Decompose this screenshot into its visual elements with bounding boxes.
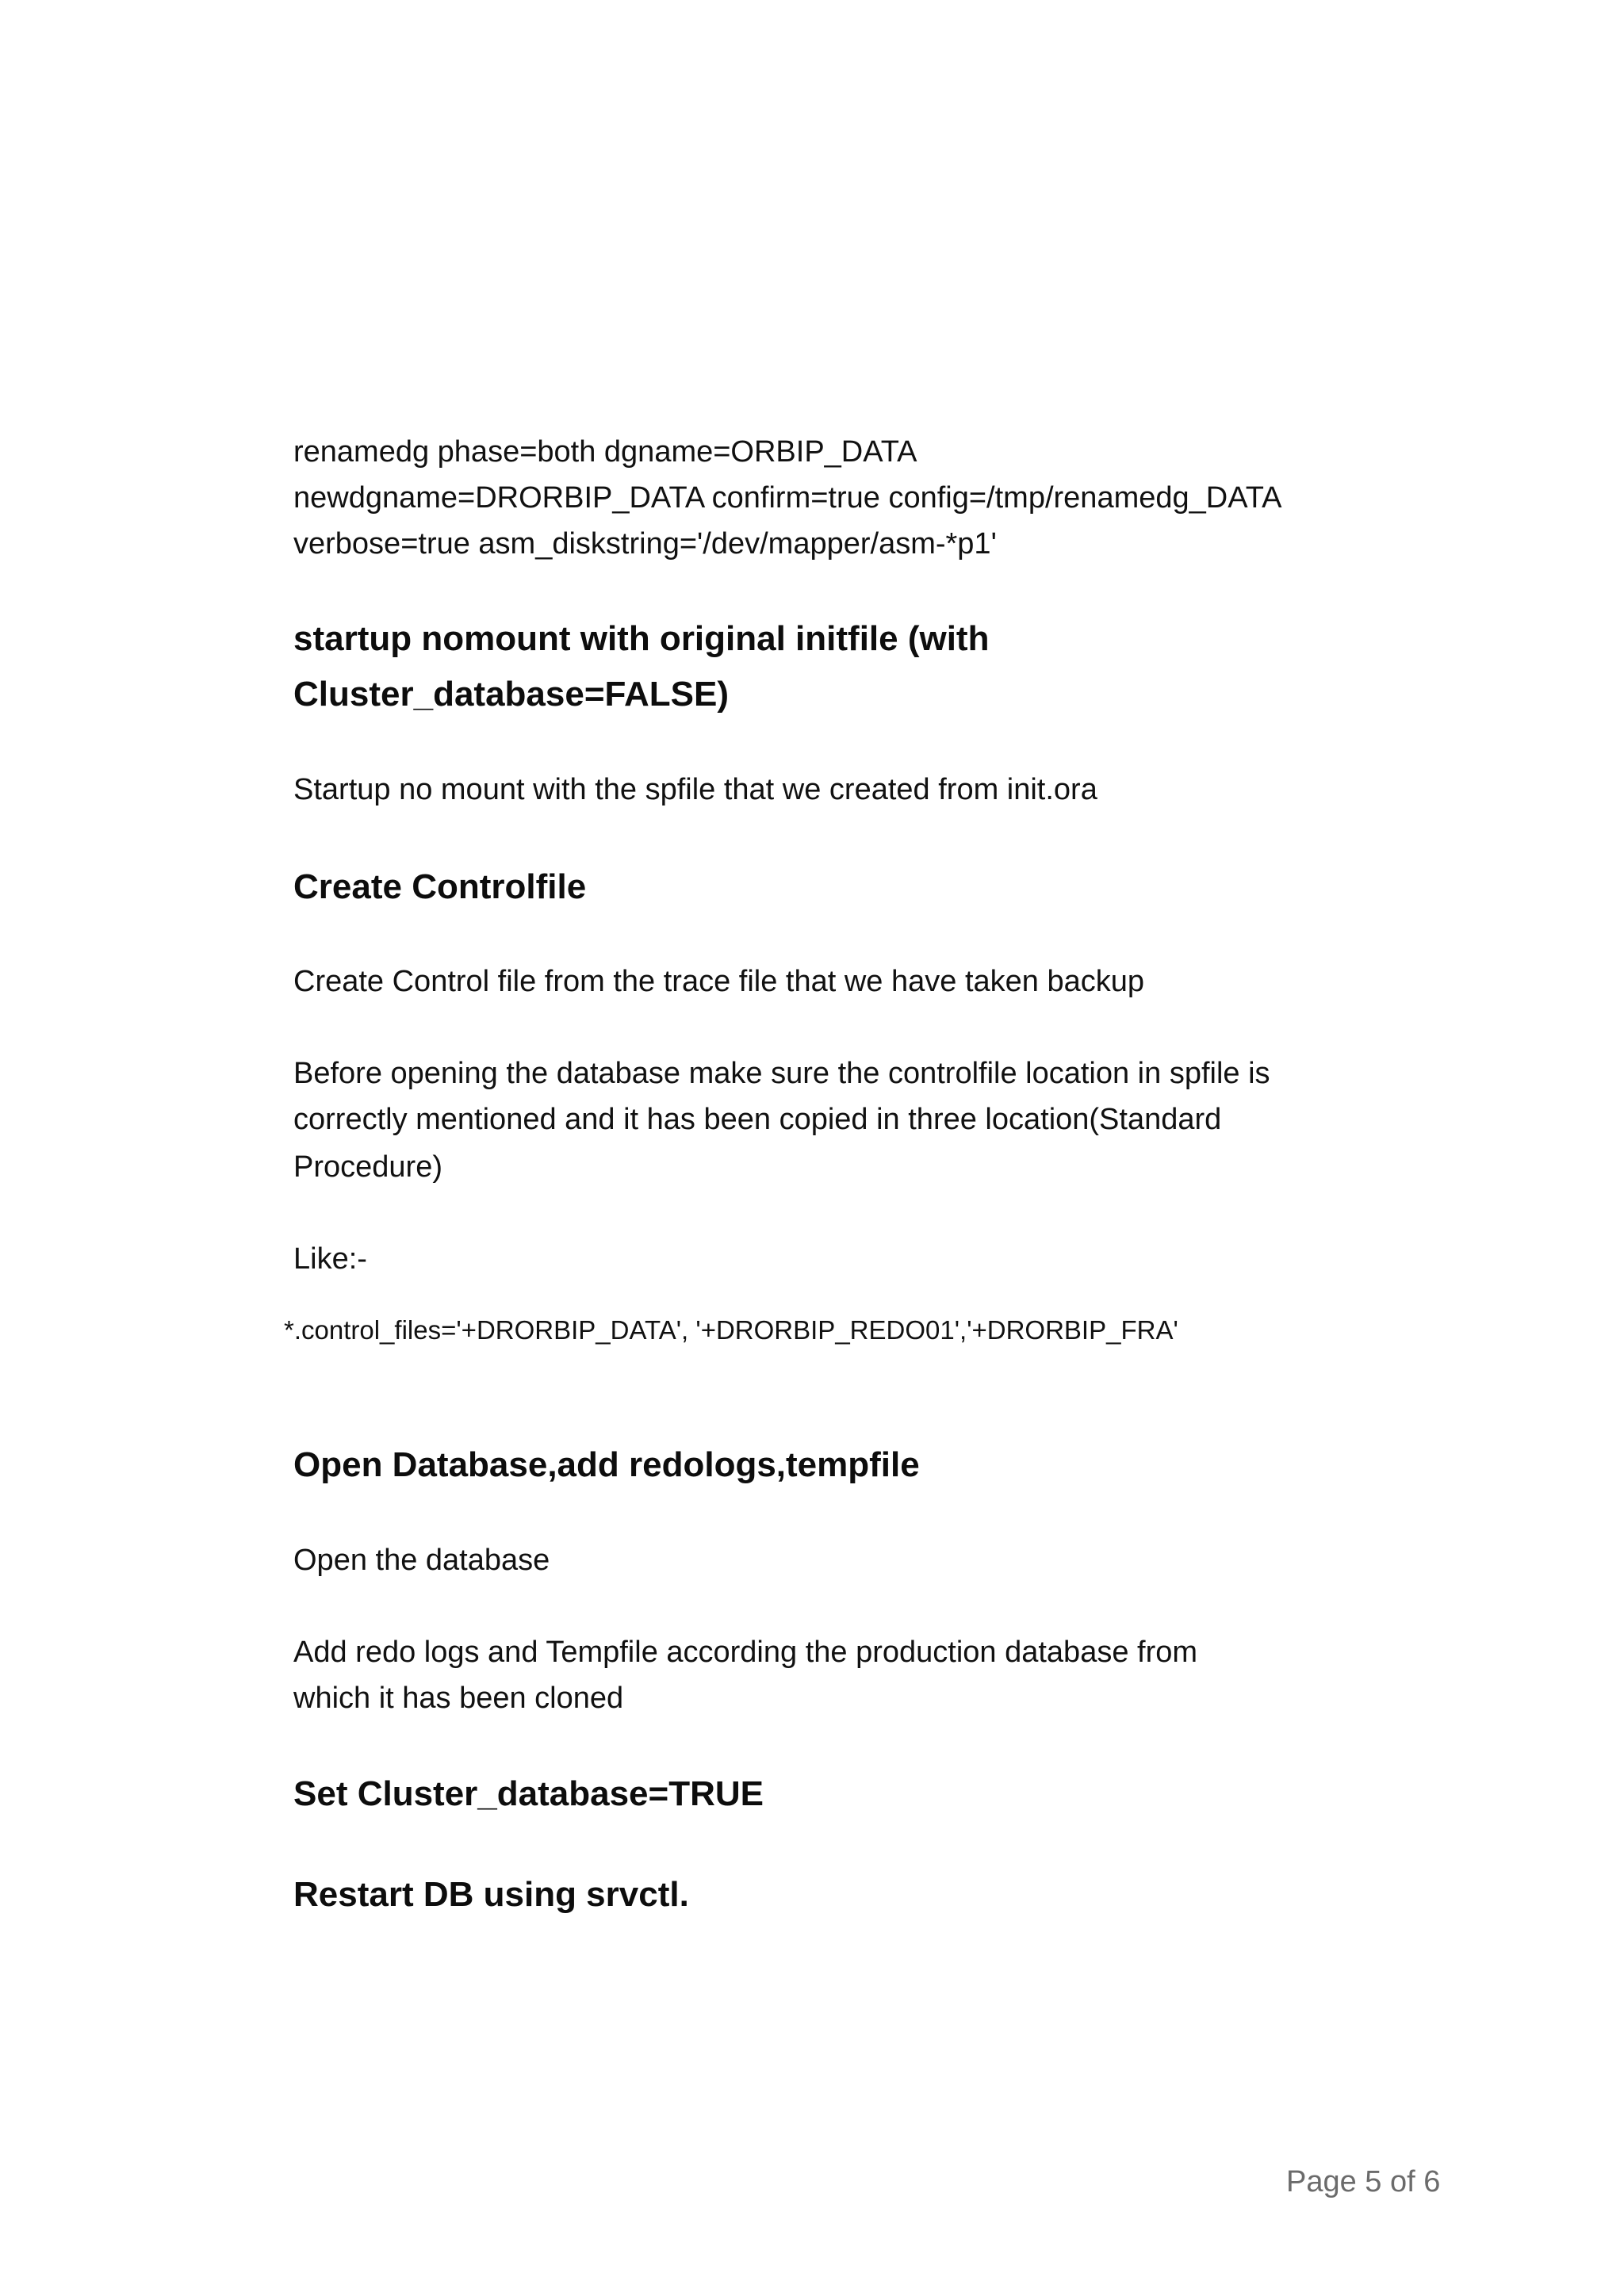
open-database-body-1: Open the database <box>293 1544 550 1577</box>
controlfile-body-2-line-3: Procedure) <box>293 1150 442 1184</box>
open-database-heading: Open Database,add redologs,tempfile <box>293 1445 920 1484</box>
controlfile-body-2-line-1: Before opening the database make sure the controlfile location in spfile is <box>293 1057 1270 1090</box>
restart-db-heading: Restart DB using srvctl. <box>293 1875 689 1914</box>
set-cluster-heading: Set Cluster_database=TRUE <box>293 1774 764 1813</box>
startup-heading-line-2: Cluster_database=FALSE) <box>293 675 729 714</box>
renamedg-line-2: newdgname=DRORBIP_DATA confirm=true config=/tmp/renamedg_DATA <box>293 481 1282 515</box>
startup-heading-line-1: startup nomount with original initfile (with <box>293 619 990 658</box>
controlfile-body-2-line-2: correctly mentioned and it has been copied in three location(Standard <box>293 1103 1222 1136</box>
open-database-body-2-line-2: which it has been cloned <box>293 1682 624 1715</box>
startup-body: Startup no mount with the spfile that we created from init.ora <box>293 773 1097 806</box>
open-database-body-2-line-1: Add redo logs and Tempfile according the production database from <box>293 1636 1198 1669</box>
controlfile-body-1: Create Control file from the trace file that we have taken backup <box>293 965 1144 998</box>
control-files-parameter: *.control_files='+DRORBIP_DATA', '+DRORBIP_REDO01','+DRORBIP_FRA' <box>284 1315 1178 1345</box>
controlfile-heading: Create Controlfile <box>293 867 587 906</box>
page-number: Page 5 of 6 <box>1286 2165 1441 2198</box>
like-label: Like:- <box>293 1242 367 1276</box>
renamedg-line-3: verbose=true asm_diskstring='/dev/mapper/asm-*p1' <box>293 527 997 561</box>
renamedg-line-1: renamedg phase=both dgname=ORBIP_DATA <box>293 435 917 469</box>
